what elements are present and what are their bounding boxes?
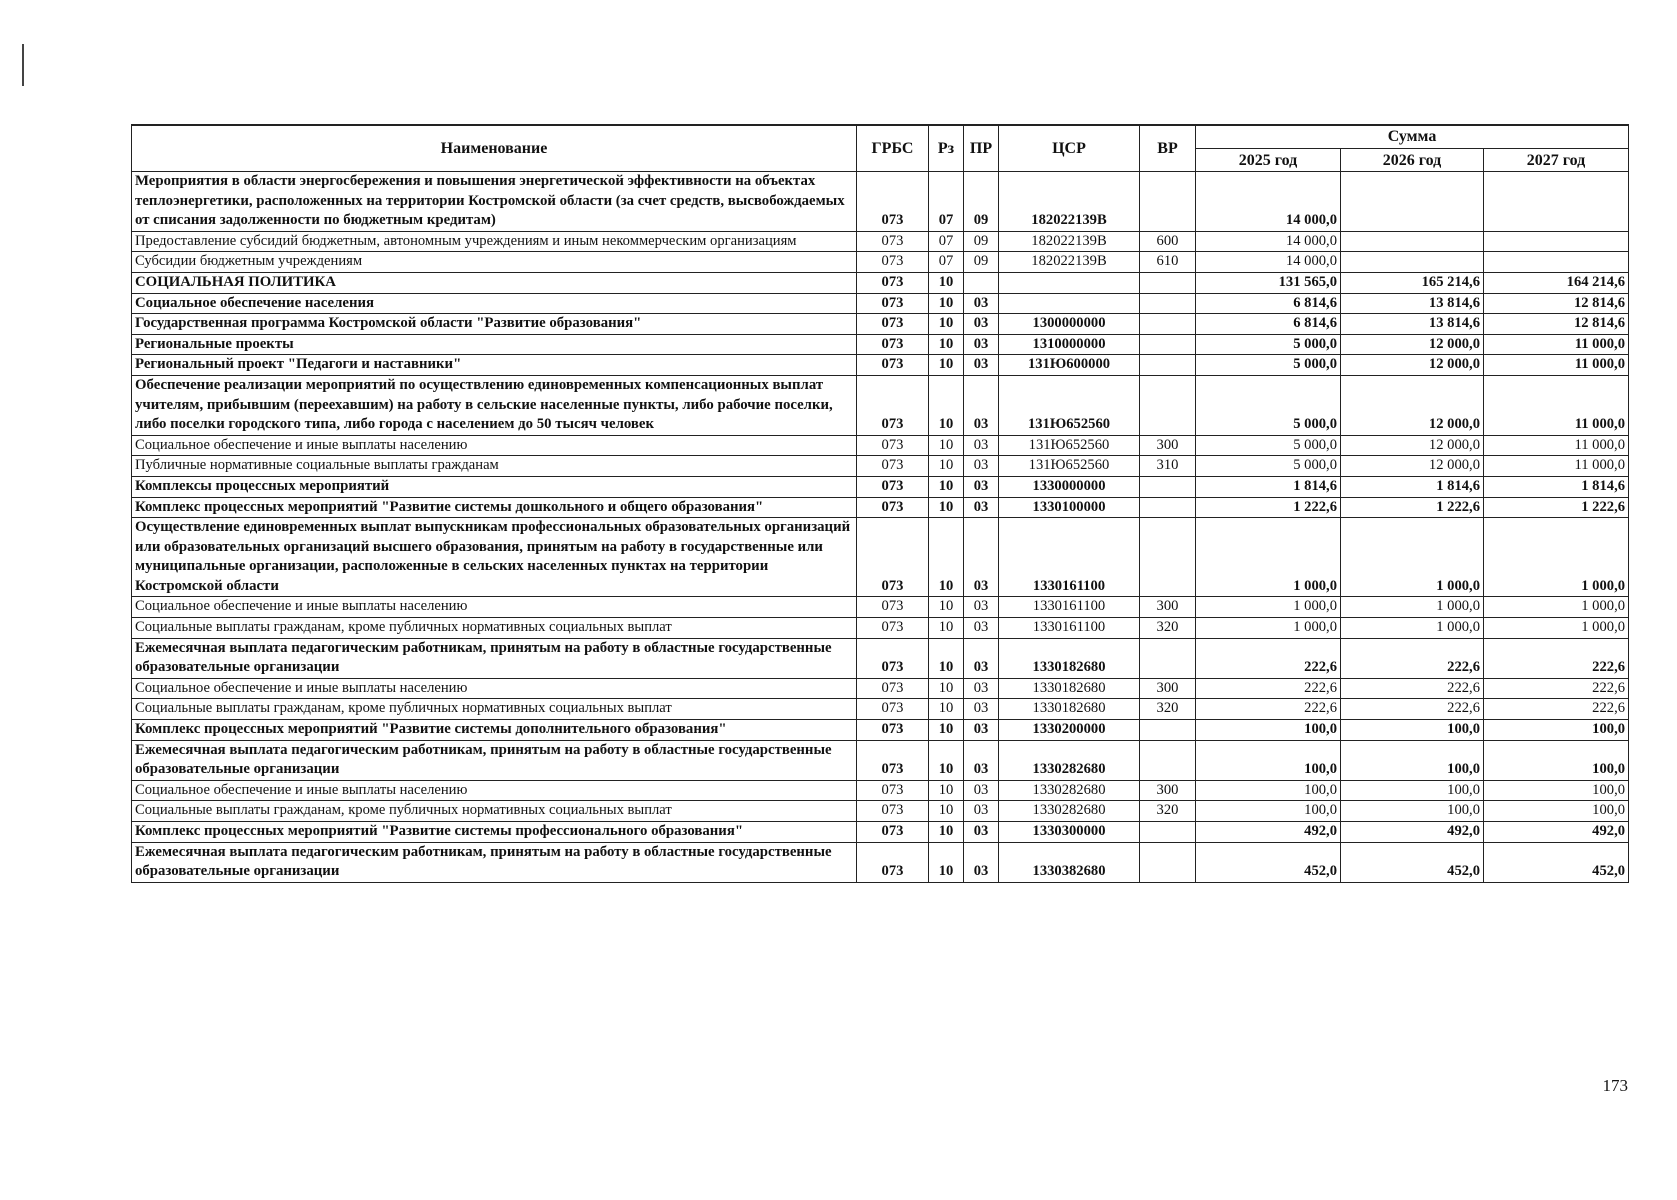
cell-pr: 03 — [964, 822, 999, 843]
cell-pr — [964, 272, 999, 293]
cell-name: Комплексы процессных мероприятий — [132, 476, 857, 497]
cell-grbs: 073 — [857, 435, 929, 456]
cell-sum-2025: 14 000,0 — [1196, 252, 1341, 273]
cell-sum-2025: 131 565,0 — [1196, 272, 1341, 293]
cell-csr: 1300000000 — [999, 314, 1140, 335]
cell-sum-2025: 100,0 — [1196, 740, 1341, 780]
cell-name: Ежемесячная выплата педагогическим работникам, принятым на работу в областные государственные образовательные организации — [132, 740, 857, 780]
cell-sum-2026: 452,0 — [1341, 842, 1484, 882]
cell-rz: 10 — [929, 638, 964, 678]
cell-pr: 03 — [964, 618, 999, 639]
cell-rz: 10 — [929, 780, 964, 801]
header-year-2027: 2027 год — [1484, 149, 1629, 172]
cell-rz: 10 — [929, 618, 964, 639]
cell-grbs: 073 — [857, 740, 929, 780]
cell-sum-2025: 100,0 — [1196, 801, 1341, 822]
cell-pr: 03 — [964, 476, 999, 497]
cell-pr: 03 — [964, 334, 999, 355]
cell-sum-2027: 100,0 — [1484, 740, 1629, 780]
cell-sum-2026: 492,0 — [1341, 822, 1484, 843]
cell-vr — [1140, 842, 1196, 882]
cell-rz: 10 — [929, 334, 964, 355]
cell-sum-2027 — [1484, 252, 1629, 273]
cell-grbs: 073 — [857, 518, 929, 597]
cell-csr: 1330182680 — [999, 699, 1140, 720]
cell-name: Обеспечение реализации мероприятий по осуществлению единовременных компенсационных выплат учителям, прибывшим (переехавшим) на работу в сельские населенные пункты, либо рабочие поселки, либо поселки городского типа, либо города с населением до 50 тысяч человек — [132, 375, 857, 435]
cell-sum-2025: 14 000,0 — [1196, 231, 1341, 252]
cell-sum-2027: 1 222,6 — [1484, 497, 1629, 518]
cell-sum-2025: 1 000,0 — [1196, 597, 1341, 618]
cell-grbs: 073 — [857, 476, 929, 497]
cell-csr: 1330161100 — [999, 618, 1140, 639]
cell-sum-2027: 11 000,0 — [1484, 375, 1629, 435]
cell-sum-2027: 11 000,0 — [1484, 456, 1629, 477]
cell-vr — [1140, 375, 1196, 435]
cell-sum-2026: 12 000,0 — [1341, 334, 1484, 355]
cell-sum-2025: 5 000,0 — [1196, 456, 1341, 477]
cell-sum-2026: 13 814,6 — [1341, 314, 1484, 335]
cell-sum-2026: 12 000,0 — [1341, 355, 1484, 376]
table-row — [132, 231, 1629, 252]
cell-grbs: 073 — [857, 456, 929, 477]
table-row — [132, 375, 1629, 435]
cell-vr: 600 — [1140, 231, 1196, 252]
cell-vr — [1140, 497, 1196, 518]
cell-pr: 09 — [964, 172, 999, 232]
table-row — [132, 801, 1629, 822]
cell-name: Ежемесячная выплата педагогическим работникам, принятым на работу в областные государственные образовательные организации — [132, 842, 857, 882]
cell-name: Социальное обеспечение населения — [132, 293, 857, 314]
cell-vr: 300 — [1140, 435, 1196, 456]
cell-name: Социальное обеспечение и иные выплаты населению — [132, 597, 857, 618]
cell-sum-2026: 165 214,6 — [1341, 272, 1484, 293]
header-rz: Рз — [929, 125, 964, 172]
cell-csr: 182022139В — [999, 172, 1140, 232]
cell-sum-2027: 452,0 — [1484, 842, 1629, 882]
table-row — [132, 435, 1629, 456]
cell-sum-2027: 11 000,0 — [1484, 355, 1629, 376]
cell-sum-2027: 100,0 — [1484, 780, 1629, 801]
cell-sum-2025: 5 000,0 — [1196, 334, 1341, 355]
cell-sum-2025: 222,6 — [1196, 638, 1341, 678]
cell-pr: 03 — [964, 375, 999, 435]
cell-sum-2026: 13 814,6 — [1341, 293, 1484, 314]
cell-pr: 03 — [964, 801, 999, 822]
cell-sum-2027: 1 000,0 — [1484, 597, 1629, 618]
table-row — [132, 618, 1629, 639]
cell-pr: 03 — [964, 597, 999, 618]
header-sum: Сумма — [1196, 125, 1629, 149]
cell-vr — [1140, 334, 1196, 355]
cell-rz: 07 — [929, 172, 964, 232]
cell-sum-2026: 100,0 — [1341, 780, 1484, 801]
cell-csr: 1330282680 — [999, 740, 1140, 780]
cell-vr — [1140, 720, 1196, 741]
cell-rz: 07 — [929, 231, 964, 252]
cell-csr: 1330000000 — [999, 476, 1140, 497]
cell-rz: 10 — [929, 314, 964, 335]
cell-grbs: 073 — [857, 801, 929, 822]
cell-vr: 320 — [1140, 801, 1196, 822]
cell-sum-2026: 12 000,0 — [1341, 435, 1484, 456]
cell-name: Субсидии бюджетным учреждениям — [132, 252, 857, 273]
cell-pr: 03 — [964, 435, 999, 456]
cell-rz: 10 — [929, 355, 964, 376]
cell-csr — [999, 272, 1140, 293]
cell-pr: 03 — [964, 678, 999, 699]
cell-sum-2026: 1 222,6 — [1341, 497, 1484, 518]
cell-sum-2026 — [1341, 231, 1484, 252]
cell-sum-2026: 222,6 — [1341, 638, 1484, 678]
cell-vr: 300 — [1140, 597, 1196, 618]
header-grbs: ГРБС — [857, 125, 929, 172]
cell-csr: 1330182680 — [999, 638, 1140, 678]
cell-name: Комплекс процессных мероприятий "Развитие системы профессионального образования" — [132, 822, 857, 843]
table-row — [132, 355, 1629, 376]
cell-pr: 03 — [964, 740, 999, 780]
cell-rz: 10 — [929, 822, 964, 843]
cell-grbs: 073 — [857, 842, 929, 882]
cell-sum-2026: 100,0 — [1341, 801, 1484, 822]
cell-sum-2027: 1 814,6 — [1484, 476, 1629, 497]
cell-csr: 1330282680 — [999, 801, 1140, 822]
cell-rz: 10 — [929, 375, 964, 435]
cell-sum-2027: 11 000,0 — [1484, 435, 1629, 456]
cell-pr: 03 — [964, 355, 999, 376]
cell-vr — [1140, 355, 1196, 376]
cell-name: Комплекс процессных мероприятий "Развитие системы дополнительного образования" — [132, 720, 857, 741]
cell-sum-2026: 222,6 — [1341, 678, 1484, 699]
table-row — [132, 497, 1629, 518]
table-body — [132, 172, 1629, 883]
cell-sum-2026: 12 000,0 — [1341, 375, 1484, 435]
cell-vr: 320 — [1140, 699, 1196, 720]
cell-name: Предоставление субсидий бюджетным, автономным учреждениям и иным некоммерческим организациям — [132, 231, 857, 252]
cell-grbs: 073 — [857, 597, 929, 618]
cell-vr — [1140, 272, 1196, 293]
cell-pr: 09 — [964, 252, 999, 273]
cell-vr — [1140, 518, 1196, 597]
table-row — [132, 172, 1629, 232]
cell-vr — [1140, 293, 1196, 314]
cell-csr: 1330182680 — [999, 678, 1140, 699]
cell-sum-2027: 11 000,0 — [1484, 334, 1629, 355]
cell-rz: 10 — [929, 678, 964, 699]
budget-table — [131, 124, 1629, 883]
cell-vr: 300 — [1140, 780, 1196, 801]
cell-rz: 10 — [929, 842, 964, 882]
cell-grbs: 073 — [857, 497, 929, 518]
cell-sum-2026: 100,0 — [1341, 740, 1484, 780]
cell-sum-2025: 5 000,0 — [1196, 375, 1341, 435]
cell-pr: 03 — [964, 293, 999, 314]
cell-sum-2027: 1 000,0 — [1484, 518, 1629, 597]
cell-rz: 10 — [929, 435, 964, 456]
cell-csr: 1330161100 — [999, 518, 1140, 597]
header-year-2026: 2026 год — [1341, 149, 1484, 172]
cell-csr: 131Ю652560 — [999, 435, 1140, 456]
table-row — [132, 252, 1629, 273]
page-number: 173 — [1602, 1076, 1628, 1095]
cell-sum-2026: 1 000,0 — [1341, 618, 1484, 639]
cell-vr: 310 — [1140, 456, 1196, 477]
cell-sum-2027: 222,6 — [1484, 638, 1629, 678]
cell-pr: 03 — [964, 497, 999, 518]
cell-vr: 320 — [1140, 618, 1196, 639]
cell-sum-2025: 1 000,0 — [1196, 618, 1341, 639]
cell-name: Социальные выплаты гражданам, кроме публичных нормативных социальных выплат — [132, 801, 857, 822]
cell-sum-2025: 100,0 — [1196, 720, 1341, 741]
table-row — [132, 638, 1629, 678]
cell-sum-2026: 1 814,6 — [1341, 476, 1484, 497]
cell-rz: 10 — [929, 476, 964, 497]
cell-sum-2027 — [1484, 231, 1629, 252]
table-row — [132, 476, 1629, 497]
table-row — [132, 456, 1629, 477]
cell-rz: 10 — [929, 597, 964, 618]
cell-csr: 131Ю652560 — [999, 375, 1140, 435]
cell-sum-2025: 222,6 — [1196, 699, 1341, 720]
cell-sum-2026: 1 000,0 — [1341, 518, 1484, 597]
cell-csr: 1310000000 — [999, 334, 1140, 355]
cell-name: Региональный проект "Педагоги и наставники" — [132, 355, 857, 376]
cell-sum-2025: 222,6 — [1196, 678, 1341, 699]
cell-rz: 10 — [929, 699, 964, 720]
cell-name: Социальное обеспечение и иные выплаты населению — [132, 780, 857, 801]
cell-sum-2027: 100,0 — [1484, 720, 1629, 741]
cell-name: Социальные выплаты гражданам, кроме публичных нормативных социальных выплат — [132, 699, 857, 720]
cell-name: Государственная программа Костромской области "Развитие образования" — [132, 314, 857, 335]
cell-vr — [1140, 172, 1196, 232]
cell-sum-2026: 100,0 — [1341, 720, 1484, 741]
cell-csr: 1330200000 — [999, 720, 1140, 741]
cell-rz: 10 — [929, 801, 964, 822]
cell-sum-2025: 100,0 — [1196, 780, 1341, 801]
cell-sum-2025: 6 814,6 — [1196, 314, 1341, 335]
cell-grbs: 073 — [857, 720, 929, 741]
cell-grbs: 073 — [857, 231, 929, 252]
cell-sum-2026: 222,6 — [1341, 699, 1484, 720]
cell-vr — [1140, 476, 1196, 497]
cell-sum-2027: 100,0 — [1484, 801, 1629, 822]
cell-name: Социальные выплаты гражданам, кроме публичных нормативных социальных выплат — [132, 618, 857, 639]
cell-pr: 03 — [964, 638, 999, 678]
cell-sum-2027 — [1484, 172, 1629, 232]
cell-grbs: 073 — [857, 252, 929, 273]
cell-grbs: 073 — [857, 272, 929, 293]
cell-rz: 10 — [929, 740, 964, 780]
header-csr: ЦСР — [999, 125, 1140, 172]
cell-pr: 03 — [964, 699, 999, 720]
table-row — [132, 334, 1629, 355]
cell-name: Осуществление единовременных выплат выпускникам профессиональных образовательных организаций или образовательных организаций высшего образования, принятым на работу в государственные или муниципальные организации, расположенные в сельских населенных пунктах на территории Костромской области — [132, 518, 857, 597]
header-pr: ПР — [964, 125, 999, 172]
table-row — [132, 780, 1629, 801]
cell-sum-2026 — [1341, 252, 1484, 273]
cell-csr: 1330382680 — [999, 842, 1140, 882]
cell-csr: 1330300000 — [999, 822, 1140, 843]
table-row — [132, 822, 1629, 843]
cell-pr: 03 — [964, 720, 999, 741]
cell-vr: 300 — [1140, 678, 1196, 699]
cell-sum-2025: 1 000,0 — [1196, 518, 1341, 597]
cell-name: Мероприятия в области энергосбережения и повышения энергетической эффективности на объектах теплоэнергетики, расположенных на территории Костромской области (за счет средств, высвобождаемых от списания задолженности по бюджетным кредитам) — [132, 172, 857, 232]
cell-csr: 1330282680 — [999, 780, 1140, 801]
cell-pr: 09 — [964, 231, 999, 252]
cell-grbs: 073 — [857, 822, 929, 843]
cell-name: Социальное обеспечение и иные выплаты населению — [132, 435, 857, 456]
cell-csr: 131Ю600000 — [999, 355, 1140, 376]
table-row — [132, 293, 1629, 314]
cell-csr: 1330100000 — [999, 497, 1140, 518]
table-row — [132, 720, 1629, 741]
cell-sum-2025: 452,0 — [1196, 842, 1341, 882]
cell-sum-2025: 14 000,0 — [1196, 172, 1341, 232]
cell-vr — [1140, 740, 1196, 780]
table-row — [132, 699, 1629, 720]
cell-sum-2025: 492,0 — [1196, 822, 1341, 843]
cell-vr — [1140, 314, 1196, 335]
table-row — [132, 740, 1629, 780]
cell-pr: 03 — [964, 780, 999, 801]
cell-grbs: 073 — [857, 678, 929, 699]
cell-grbs: 073 — [857, 375, 929, 435]
cell-rz: 10 — [929, 720, 964, 741]
cell-rz: 10 — [929, 456, 964, 477]
cell-rz: 07 — [929, 252, 964, 273]
cell-sum-2025: 6 814,6 — [1196, 293, 1341, 314]
cell-name: Региональные проекты — [132, 334, 857, 355]
cell-csr: 131Ю652560 — [999, 456, 1140, 477]
cell-grbs: 073 — [857, 355, 929, 376]
cell-name: Публичные нормативные социальные выплаты гражданам — [132, 456, 857, 477]
cell-sum-2027: 222,6 — [1484, 699, 1629, 720]
cell-rz: 10 — [929, 518, 964, 597]
cell-sum-2025: 5 000,0 — [1196, 355, 1341, 376]
cell-pr: 03 — [964, 518, 999, 597]
cell-sum-2027: 12 814,6 — [1484, 314, 1629, 335]
table-row — [132, 597, 1629, 618]
margin-mark — [22, 44, 24, 86]
table-row — [132, 518, 1629, 597]
cell-grbs: 073 — [857, 638, 929, 678]
cell-grbs: 073 — [857, 172, 929, 232]
cell-name: Ежемесячная выплата педагогическим работникам, принятым на работу в областные государственные образовательные организации — [132, 638, 857, 678]
cell-sum-2027: 12 814,6 — [1484, 293, 1629, 314]
table-row — [132, 272, 1629, 293]
cell-rz: 10 — [929, 497, 964, 518]
cell-name: СОЦИАЛЬНАЯ ПОЛИТИКА — [132, 272, 857, 293]
cell-name: Комплекс процессных мероприятий "Развитие системы дошкольного и общего образования" — [132, 497, 857, 518]
cell-pr: 03 — [964, 456, 999, 477]
cell-vr — [1140, 638, 1196, 678]
cell-sum-2025: 1 222,6 — [1196, 497, 1341, 518]
cell-vr: 610 — [1140, 252, 1196, 273]
cell-sum-2026: 12 000,0 — [1341, 456, 1484, 477]
cell-sum-2027: 164 214,6 — [1484, 272, 1629, 293]
cell-sum-2027: 1 000,0 — [1484, 618, 1629, 639]
table-row — [132, 678, 1629, 699]
table-row — [132, 842, 1629, 882]
cell-csr — [999, 293, 1140, 314]
cell-name: Социальное обеспечение и иные выплаты населению — [132, 678, 857, 699]
cell-grbs: 073 — [857, 314, 929, 335]
cell-csr: 1330161100 — [999, 597, 1140, 618]
cell-sum-2027: 492,0 — [1484, 822, 1629, 843]
cell-vr — [1140, 822, 1196, 843]
cell-pr: 03 — [964, 842, 999, 882]
cell-rz: 10 — [929, 293, 964, 314]
table-header — [132, 125, 1629, 172]
cell-sum-2025: 1 814,6 — [1196, 476, 1341, 497]
cell-pr: 03 — [964, 314, 999, 335]
table-row — [132, 314, 1629, 335]
header-name: Наименование — [132, 125, 857, 172]
cell-sum-2026 — [1341, 172, 1484, 232]
cell-rz: 10 — [929, 272, 964, 293]
header-year-2025: 2025 год — [1196, 149, 1341, 172]
cell-sum-2026: 1 000,0 — [1341, 597, 1484, 618]
cell-grbs: 073 — [857, 293, 929, 314]
cell-sum-2027: 222,6 — [1484, 678, 1629, 699]
header-vr: ВР — [1140, 125, 1196, 172]
cell-csr: 182022139В — [999, 231, 1140, 252]
cell-grbs: 073 — [857, 618, 929, 639]
cell-csr: 182022139В — [999, 252, 1140, 273]
cell-grbs: 073 — [857, 699, 929, 720]
cell-sum-2025: 5 000,0 — [1196, 435, 1341, 456]
cell-grbs: 073 — [857, 780, 929, 801]
cell-grbs: 073 — [857, 334, 929, 355]
